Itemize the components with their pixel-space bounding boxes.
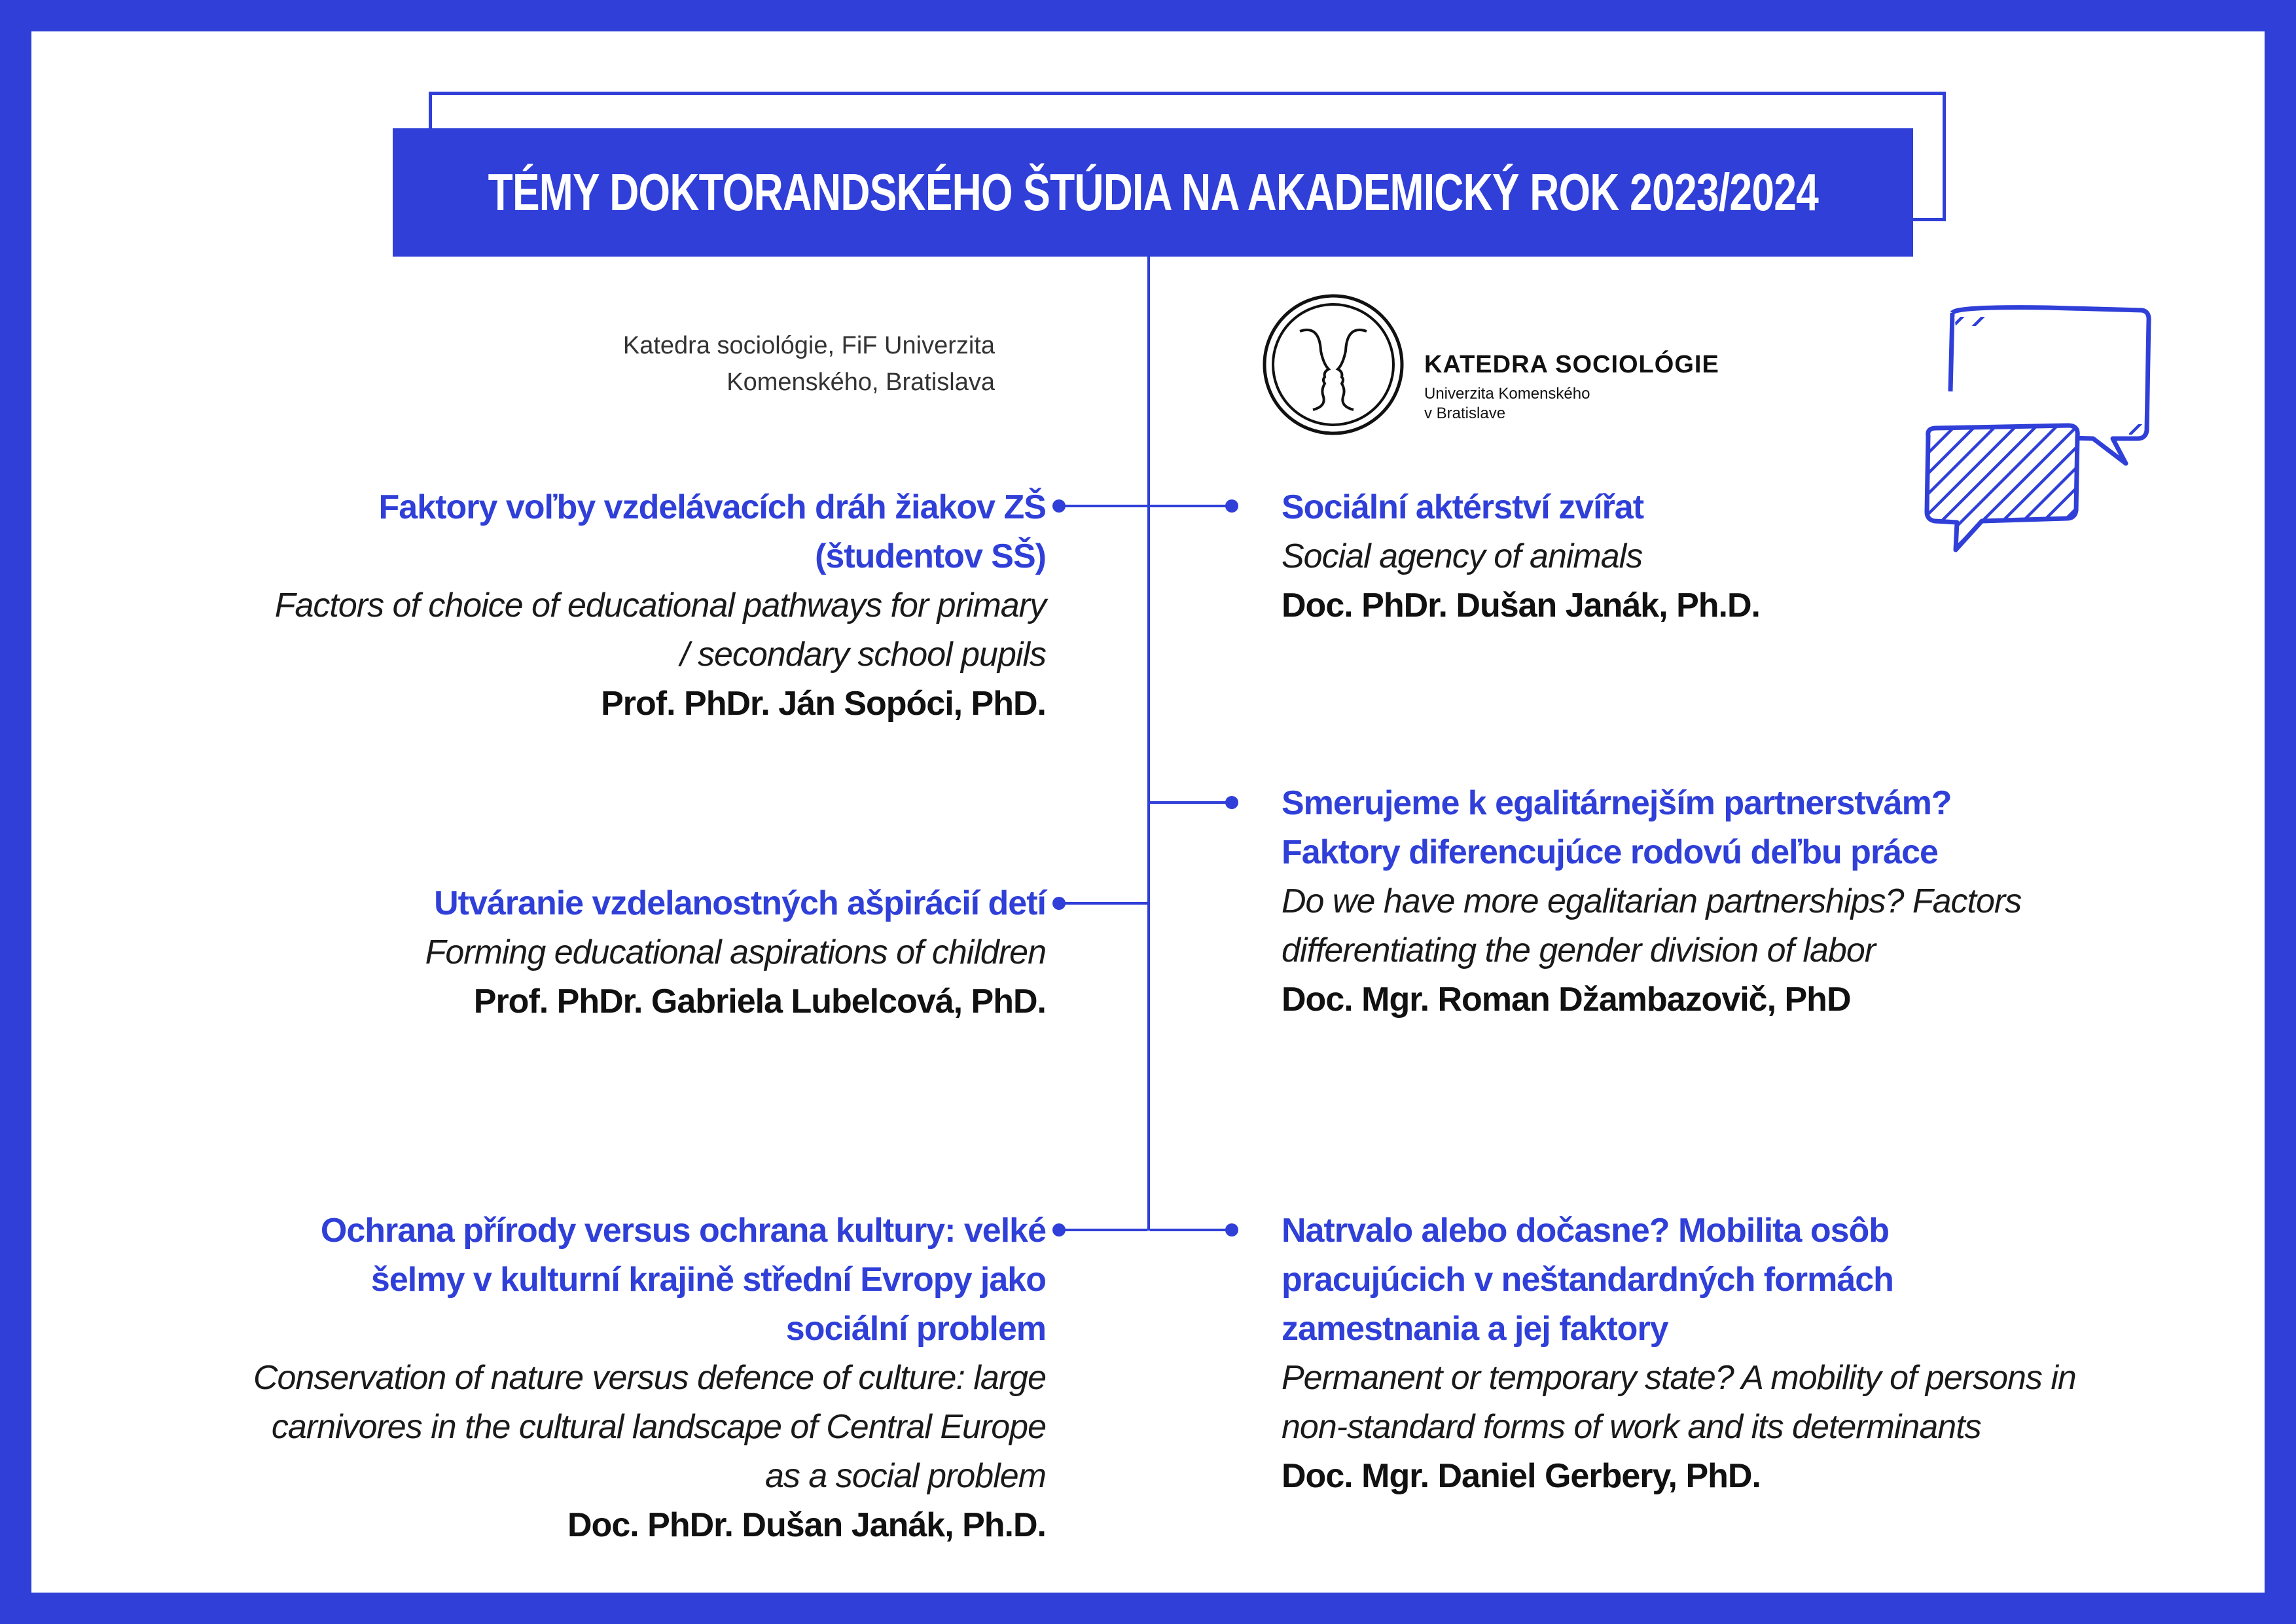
connector-dot-left-1 (1052, 499, 1066, 513)
topic-translation: Do we have more egalitarian partnerships? Factors (1282, 882, 2022, 920)
topic-left-1 (195, 483, 1046, 729)
topic-translation: carnivores in the cultural landscape of Central Europe (271, 1408, 1046, 1446)
page-title: TÉMY DOKTORANDSKÉHO ŠTÚDIA NA AKADEMICKÝ ROK 2023/2024 (488, 163, 1818, 221)
topic-right-1 (1282, 483, 2198, 630)
topic-title: zamestnania a jej faktory (1282, 1310, 1668, 1348)
topic-title: Natrvalo alebo dočasne? Mobilita osôb (1282, 1212, 1890, 1250)
topic-title: Utváranie vzdelanostných ašpirácií detí (434, 884, 1046, 922)
topic-translation: Conservation of nature versus defence of culture: large (253, 1359, 1046, 1397)
topic-title: sociální problem (785, 1310, 1046, 1348)
topic-title: Faktory voľby vzdelávacích dráh žiakov ZŠ (378, 488, 1046, 526)
topic-supervisor: Prof. PhDr. Ján Sopóci, PhD. (601, 685, 1046, 723)
topic-title: Sociální aktérství zvířat (1282, 488, 1644, 526)
poster-page (31, 31, 2265, 1593)
topic-supervisor: Doc. PhDr. Dušan Janák, Ph.D. (567, 1506, 1046, 1544)
topic-translation: Permanent or temporary state? A mobility of persons in (1282, 1359, 2076, 1397)
topic-left-2 (195, 879, 1046, 1026)
topic-right-3 (1282, 1206, 2198, 1501)
topic-left-3 (195, 1206, 1046, 1550)
topic-translation: / secondary school pupils (680, 636, 1046, 674)
topic-translation: non-standard forms of work and its determinants (1282, 1408, 1981, 1446)
connector-dot-left-3 (1052, 1223, 1066, 1236)
connector-left-3 (1059, 1229, 1147, 1231)
affiliation-line-2: Komenského, Bratislava (726, 369, 995, 396)
topic-supervisor: Prof. PhDr. Gabriela Lubelcová, PhD. (473, 983, 1046, 1020)
topic-title: pracujúcich v neštandardných formách (1282, 1261, 1893, 1299)
timeline-vertical-line (1147, 257, 1150, 1231)
connector-dot-right-3 (1225, 1223, 1238, 1236)
connector-right-2 (1150, 801, 1232, 804)
topic-title: (študentov SŠ) (815, 537, 1046, 575)
affiliation-text (537, 327, 995, 401)
connector-dot-right-1 (1225, 499, 1238, 513)
department-logo (1261, 292, 1719, 442)
title-banner (393, 128, 1913, 257)
connector-left-1 (1059, 505, 1147, 507)
affiliation-line-1: Katedra sociológie, FiF Univerzita (622, 332, 995, 359)
connector-left-2 (1059, 902, 1147, 905)
topic-translation: Forming educational aspirations of children (425, 933, 1046, 971)
topic-translation: Social agency of animals (1282, 537, 1643, 575)
topic-right-2 (1282, 779, 2198, 1024)
topic-title: Smerujeme k egalitárnejším partnerstvám? (1282, 784, 1952, 822)
topic-supervisor: Doc. Mgr. Roman Džambazovič, PhD (1282, 981, 1851, 1019)
connector-dot-right-2 (1225, 796, 1238, 809)
topic-translation: differentiating the gender division of labor (1282, 931, 1876, 969)
connector-right-3 (1150, 1229, 1232, 1231)
topic-title: Ochrana přírody versus ochrana kultury: velké (320, 1212, 1046, 1250)
connector-dot-left-2 (1052, 897, 1066, 910)
department-city: v Bratislave (1424, 405, 1506, 422)
topic-title: Faktory diferencujúce rodovú deľbu práce (1282, 833, 1938, 871)
topic-title: šelmy v kulturní krajině střední Evropy jako (370, 1261, 1046, 1299)
topic-supervisor: Doc. Mgr. Daniel Gerbery, PhD. (1282, 1457, 1761, 1495)
topic-supervisor: Doc. PhDr. Dušan Janák, Ph.D. (1282, 586, 1760, 624)
department-university: Univerzita Komenského (1424, 385, 1590, 403)
topic-translation: Factors of choice of educational pathways for primary (274, 586, 1046, 624)
topic-translation: as a social problem (765, 1457, 1046, 1495)
connector-right-1 (1150, 505, 1232, 507)
two-faces-profile-icon (1261, 292, 1406, 437)
department-name: KATEDRA SOCIOLÓGIE (1424, 351, 1719, 378)
